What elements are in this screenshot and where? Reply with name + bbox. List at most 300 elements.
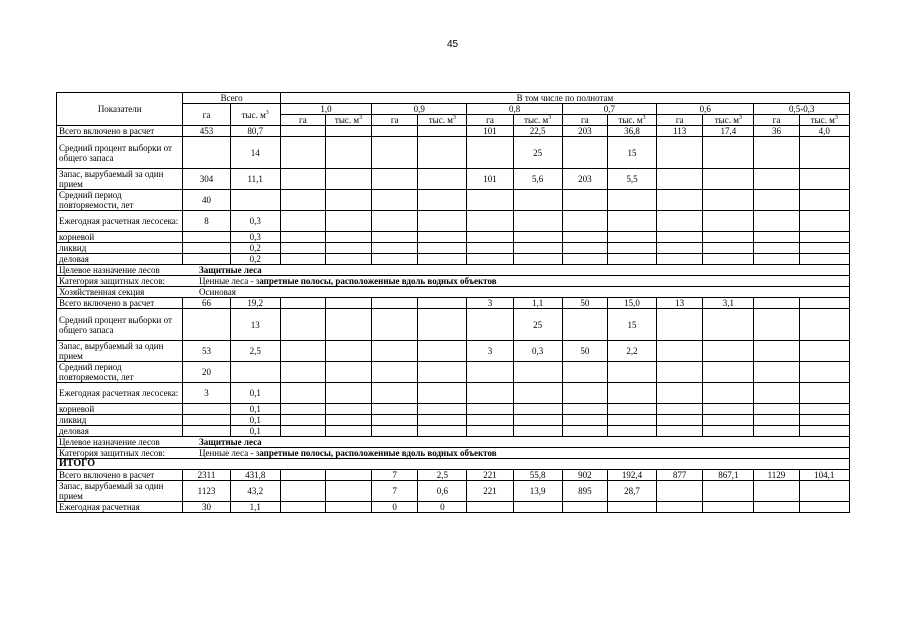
table-cell: [467, 243, 513, 254]
table-cell: [657, 481, 703, 502]
table-cell: [280, 137, 325, 169]
row-label: Средний процент выборки от общего запаса: [57, 137, 183, 169]
table-cell: [607, 232, 656, 243]
header-density-2: 0,9: [372, 104, 467, 115]
table-cell: 0: [418, 502, 467, 513]
table-cell: [657, 502, 703, 513]
table-cell: [513, 243, 562, 254]
table-cell: [325, 470, 371, 481]
table-cell: [607, 362, 656, 383]
header-density-3: 0,8: [467, 104, 562, 115]
table-cell: 5,6: [513, 169, 562, 190]
table-cell: [372, 341, 418, 362]
purpose-row-2: [57, 437, 850, 448]
table-cell: [754, 232, 799, 243]
table-cell: 5,5: [607, 169, 656, 190]
table-cell: [418, 169, 467, 190]
category-value-plain: Ценные леса - з: [199, 276, 260, 286]
table-cell: [418, 404, 467, 415]
table-cell: [325, 190, 371, 211]
table-cell: [280, 502, 325, 513]
table-cell: [754, 298, 799, 309]
table-cell: [280, 481, 325, 502]
table-cell: [418, 362, 467, 383]
table-cell: [562, 426, 607, 437]
table-cell: 304: [183, 169, 230, 190]
table-cell: [280, 232, 325, 243]
table-cell: [657, 362, 703, 383]
table-cell: [657, 211, 703, 232]
table-cell: [513, 415, 562, 426]
table-cell: [657, 232, 703, 243]
table-cell: 203: [562, 126, 607, 137]
table-cell: [657, 415, 703, 426]
table-cell: 53: [183, 341, 230, 362]
table-cell: 13: [657, 298, 703, 309]
table-cell: 2,5: [418, 470, 467, 481]
table-cell: [657, 383, 703, 404]
table-cell: [799, 169, 849, 190]
table-cell: [657, 137, 703, 169]
table-cell: [754, 415, 799, 426]
table-cell: [657, 309, 703, 341]
table-cell: [418, 383, 467, 404]
category-value-bold: апретные полосы, расположенные вдоль водных объектов: [259, 448, 497, 458]
row-label: Запас, вырубаемый за один прием: [57, 341, 183, 362]
table-cell: [372, 298, 418, 309]
table-cell: 13: [230, 309, 280, 341]
header-density-5: 0,6: [657, 104, 754, 115]
row-label: Ежегодная расчетная: [57, 502, 183, 513]
table-cell: 80,7: [230, 126, 280, 137]
table-cell: 13,9: [513, 481, 562, 502]
table-cell: [372, 190, 418, 211]
table-cell: [280, 404, 325, 415]
table-cell: 101: [467, 126, 513, 137]
table-cell: [372, 211, 418, 232]
table-cell: [372, 309, 418, 341]
table-cell: [467, 232, 513, 243]
table-cell: [325, 254, 371, 265]
table-cell: [703, 362, 754, 383]
page-number: 45: [446, 39, 459, 50]
table-cell: [799, 309, 849, 341]
table-cell: 192,4: [607, 470, 656, 481]
table-cell: [325, 362, 371, 383]
purpose-row-key: Целевое назначение лесов: [59, 265, 160, 275]
table-row: [57, 415, 850, 426]
table-cell: [657, 254, 703, 265]
table-cell: [799, 254, 849, 265]
table-row: [57, 502, 850, 513]
table-cell: [513, 190, 562, 211]
table-cell: [703, 243, 754, 254]
table-cell: 19,2: [230, 298, 280, 309]
row-label: Средний период повторяемости, лет: [57, 190, 183, 211]
table-cell: [799, 362, 849, 383]
table-cell: [657, 169, 703, 190]
table-cell: [325, 169, 371, 190]
table-cell: [325, 383, 371, 404]
table-cell: [325, 243, 371, 254]
table-row: [57, 404, 850, 415]
header-by-density: В том числе по полнотам: [280, 93, 849, 104]
table-cell: [325, 404, 371, 415]
table-cell: [183, 232, 230, 243]
table-cell: 2,5: [230, 341, 280, 362]
header-unit-ha: га: [754, 115, 799, 126]
table-cell: [657, 404, 703, 415]
header-unit-m3: тыс. $м^3$: [325, 115, 371, 126]
table-cell: [754, 341, 799, 362]
category-row: [57, 276, 850, 287]
table-row: [57, 298, 850, 309]
table-cell: [418, 309, 467, 341]
table-cell: [754, 502, 799, 513]
table-cell: [280, 415, 325, 426]
table-cell: [183, 254, 230, 265]
table-cell: [703, 211, 754, 232]
table-cell: [607, 211, 656, 232]
purpose-row-2-value: Защитные леса: [199, 437, 262, 447]
table-cell: [467, 362, 513, 383]
table-cell: [183, 137, 230, 169]
table-cell: [513, 362, 562, 383]
table-cell: 1,1: [230, 502, 280, 513]
table-cell: [372, 362, 418, 383]
table-cell: 30: [183, 502, 230, 513]
table-cell: [799, 404, 849, 415]
table-cell: [754, 254, 799, 265]
header-total: Всего: [183, 93, 280, 104]
table-cell: [607, 190, 656, 211]
section-row-value: Осиновая: [199, 287, 236, 297]
table-cell: [703, 481, 754, 502]
table-cell: 66: [183, 298, 230, 309]
table-cell: [754, 426, 799, 437]
table-cell: [703, 309, 754, 341]
table-cell: 101: [467, 169, 513, 190]
table-cell: [513, 211, 562, 232]
row-label: деловая: [57, 254, 183, 265]
header-density-4: 0,7: [562, 104, 656, 115]
table-cell: 895: [562, 481, 607, 502]
table-cell: [562, 137, 607, 169]
table-cell: [799, 481, 849, 502]
table-cell: [754, 169, 799, 190]
table-cell: [799, 190, 849, 211]
table-cell: 50: [562, 341, 607, 362]
table-row: [57, 362, 850, 383]
table-cell: 22,5: [513, 126, 562, 137]
table-cell: [562, 243, 607, 254]
row-label: ликвид: [57, 243, 183, 254]
header-unit-m3: тыс. $м^3$: [418, 115, 467, 126]
table-cell: 203: [562, 169, 607, 190]
table-cell: [799, 137, 849, 169]
header-density-6: 0,5-0,3: [754, 104, 850, 115]
table-cell: 20: [183, 362, 230, 383]
table-cell: [372, 404, 418, 415]
table-cell: [657, 243, 703, 254]
table-cell: [418, 126, 467, 137]
table-cell: [280, 254, 325, 265]
table-cell: [754, 243, 799, 254]
table-cell: [703, 415, 754, 426]
table-cell: [325, 211, 371, 232]
row-label: Ежегодная расчетная лесосека:: [57, 211, 183, 232]
table-cell: [562, 232, 607, 243]
table-cell: [418, 211, 467, 232]
table-cell: [467, 190, 513, 211]
row-label: Всего включено в расчет: [57, 298, 183, 309]
header-unit-ha: га: [280, 115, 325, 126]
table-cell: 17,4: [703, 126, 754, 137]
table-row: [57, 470, 850, 481]
table-cell: [372, 243, 418, 254]
table-cell: [467, 211, 513, 232]
header-density-1: 1,0: [280, 104, 371, 115]
table-row: [57, 481, 850, 502]
table-cell: 0,6: [418, 481, 467, 502]
table-cell: 4,0: [799, 126, 849, 137]
table-cell: [183, 243, 230, 254]
table-row: [57, 211, 850, 232]
table-cell: 0,2: [230, 254, 280, 265]
table-cell: [799, 415, 849, 426]
header-unit-ha: га: [467, 115, 513, 126]
table-cell: [703, 169, 754, 190]
table-cell: 2,2: [607, 341, 656, 362]
total-title: ИТОГО: [57, 459, 850, 470]
table-row: [57, 169, 850, 190]
purpose-row-value: Защитные леса: [199, 265, 262, 275]
table-cell: [418, 190, 467, 211]
table-cell: [562, 309, 607, 341]
table-row: [57, 137, 850, 169]
table-cell: [183, 404, 230, 415]
header-unit-m3: тыс. $м^3$: [703, 115, 754, 126]
table-cell: [562, 190, 607, 211]
table-cell: [418, 415, 467, 426]
table-cell: [325, 137, 371, 169]
table-cell: 113: [657, 126, 703, 137]
table-cell: [467, 415, 513, 426]
table-cell: [607, 243, 656, 254]
table-cell: 7: [372, 470, 418, 481]
table-cell: [372, 232, 418, 243]
table-cell: 104,1: [799, 470, 849, 481]
table-cell: 867,1: [703, 470, 754, 481]
table-cell: 3: [183, 383, 230, 404]
table-cell: [372, 126, 418, 137]
table-cell: [607, 426, 656, 437]
row-label: Всего включено в расчет: [57, 126, 183, 137]
table-cell: [372, 254, 418, 265]
row-label: Запас, вырубаемый за один прием: [57, 169, 183, 190]
table-cell: [657, 190, 703, 211]
table-cell: [513, 404, 562, 415]
table-cell: 14: [230, 137, 280, 169]
table-cell: 40: [183, 190, 230, 211]
table-cell: 0,3: [230, 211, 280, 232]
table-cell: [325, 232, 371, 243]
row-label: корневой: [57, 404, 183, 415]
table-cell: 36: [754, 126, 799, 137]
table-cell: [418, 254, 467, 265]
table-row: [57, 426, 850, 437]
table-cell: [799, 383, 849, 404]
table-cell: 8: [183, 211, 230, 232]
table-cell: [799, 298, 849, 309]
table-cell: 0,3: [230, 232, 280, 243]
table-cell: [280, 190, 325, 211]
table-cell: [703, 383, 754, 404]
table-cell: [513, 502, 562, 513]
table-cell: [280, 298, 325, 309]
table-cell: [280, 426, 325, 437]
row-label: корневой: [57, 232, 183, 243]
table-cell: [513, 383, 562, 404]
table-cell: [418, 298, 467, 309]
table-cell: [754, 383, 799, 404]
table-cell: 50: [562, 298, 607, 309]
table-cell: 55,8: [513, 470, 562, 481]
table-cell: 15,0: [607, 298, 656, 309]
table-cell: [799, 502, 849, 513]
table-cell: [280, 341, 325, 362]
table-cell: [467, 426, 513, 437]
table-cell: [325, 502, 371, 513]
category-key: Категория защитных лесов:: [59, 448, 166, 458]
table-cell: [754, 309, 799, 341]
table-row: [57, 243, 850, 254]
section-row-key: Хозяйственная секция: [59, 287, 145, 297]
header-unit-ha: га: [562, 115, 607, 126]
table-cell: 0,1: [230, 404, 280, 415]
table-row: [57, 232, 850, 243]
table-cell: [799, 426, 849, 437]
table-row: [57, 126, 850, 137]
table-cell: 2311: [183, 470, 230, 481]
row-label: Средний период повторяемости, лет: [57, 362, 183, 383]
table-cell: [467, 404, 513, 415]
table-cell: [703, 190, 754, 211]
table-cell: [754, 362, 799, 383]
table-cell: [325, 426, 371, 437]
table-cell: [325, 415, 371, 426]
table-cell: 902: [562, 470, 607, 481]
category-value-bold: апретные полосы, расположенные вдоль водных объектов: [259, 276, 497, 286]
table-cell: [183, 415, 230, 426]
table-cell: [372, 415, 418, 426]
table-cell: [607, 383, 656, 404]
table-cell: [467, 254, 513, 265]
table-cell: [280, 126, 325, 137]
table-cell: [183, 309, 230, 341]
table-cell: [513, 254, 562, 265]
table-cell: [513, 426, 562, 437]
header-unit-ha: га: [657, 115, 703, 126]
table-cell: [183, 426, 230, 437]
table-cell: 3: [467, 341, 513, 362]
table-cell: [754, 190, 799, 211]
table-cell: [799, 341, 849, 362]
table-cell: [607, 502, 656, 513]
table-cell: [703, 502, 754, 513]
section-row: [57, 287, 850, 298]
row-label: Ежегодная расчетная лесосека:: [57, 383, 183, 404]
table-cell: 221: [467, 481, 513, 502]
table-row: [57, 341, 850, 362]
table-cell: [280, 243, 325, 254]
table-cell: 25: [513, 309, 562, 341]
table-cell: [562, 415, 607, 426]
table-row: [57, 309, 850, 341]
table-cell: 221: [467, 470, 513, 481]
header-row-1: [57, 93, 850, 104]
table-cell: [325, 341, 371, 362]
header-total-ha: га: [183, 104, 230, 126]
table-cell: [280, 169, 325, 190]
table-cell: [657, 426, 703, 437]
table-cell: [280, 383, 325, 404]
table-cell: 3,1: [703, 298, 754, 309]
table-cell: 0,1: [230, 426, 280, 437]
table-cell: [418, 232, 467, 243]
table-cell: [325, 481, 371, 502]
table-cell: 28,7: [607, 481, 656, 502]
allowable-cut-table: [56, 92, 850, 513]
table-cell: [562, 362, 607, 383]
table-cell: [418, 243, 467, 254]
table-cell: 15: [607, 137, 656, 169]
table-cell: [703, 254, 754, 265]
table-cell: [607, 415, 656, 426]
table-cell: [754, 481, 799, 502]
table-cell: 43,2: [230, 481, 280, 502]
purpose-row-2-key: Целевое назначение лесов: [59, 437, 160, 447]
header-unit-m3: тыс. $м^3$: [513, 115, 562, 126]
table-cell: [799, 211, 849, 232]
table-cell: 1129: [754, 470, 799, 481]
table-cell: [325, 126, 371, 137]
table-cell: [703, 426, 754, 437]
table-cell: [562, 254, 607, 265]
table-row: [57, 190, 850, 211]
table-cell: [754, 211, 799, 232]
table-cell: 0: [372, 502, 418, 513]
table-cell: [607, 254, 656, 265]
table-cell: 1,1: [513, 298, 562, 309]
table-cell: 0,3: [513, 341, 562, 362]
table-cell: [372, 383, 418, 404]
category-row: [57, 448, 850, 459]
table-cell: 453: [183, 126, 230, 137]
header-unit-m3: тыс. $м^3$: [799, 115, 849, 126]
total-title-row: [57, 459, 850, 470]
table-cell: [562, 404, 607, 415]
table-cell: [325, 298, 371, 309]
table-cell: 15: [607, 309, 656, 341]
table-cell: 25: [513, 137, 562, 169]
category-value-plain: Ценные леса - з: [199, 448, 260, 458]
table-cell: [418, 137, 467, 169]
table-row: [57, 254, 850, 265]
table-cell: 0,1: [230, 383, 280, 404]
table-cell: [280, 309, 325, 341]
header-indicators: Показатели: [57, 93, 183, 126]
